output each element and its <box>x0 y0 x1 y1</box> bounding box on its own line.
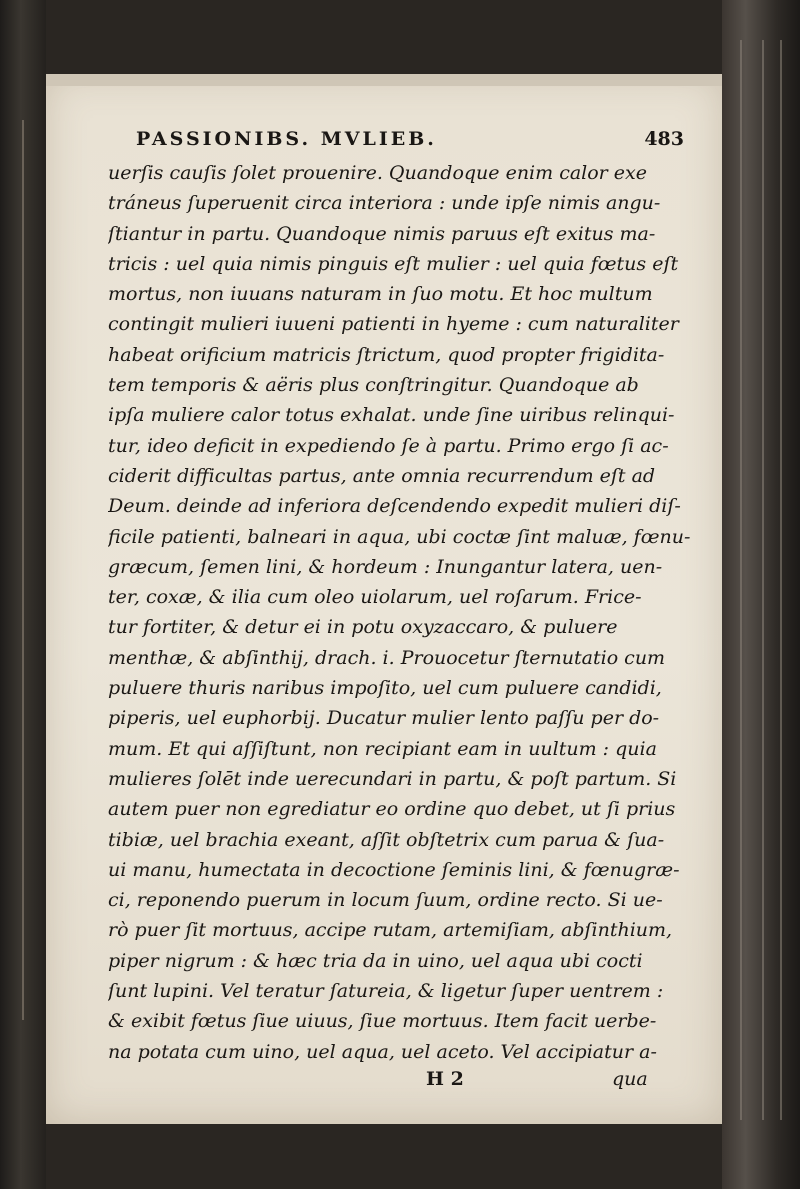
text-line: tráneus ſuperuenit circa interiora : unde ipſe nimis angu- <box>108 192 661 215</box>
signature-mark: H 2 <box>426 1068 464 1090</box>
text-line: ficile patienti, balneari in aqua, ubi coctæ ſint maluæ, fœnu- <box>108 525 691 548</box>
text-line: ciderit difficultas partus, ante omnia recurrendum eſt ad <box>108 464 656 487</box>
scanner-right-gutter <box>722 0 800 1189</box>
text-line: piper nigrum : & hæc tria da in uino, uel aqua ubi cocti <box>108 949 643 972</box>
catchword: qua <box>612 1068 648 1090</box>
running-head: PASSIONIBS. MVLIEB. <box>136 128 437 150</box>
page-header <box>136 128 696 158</box>
text-line: tem temporis & aëris plus conſtringitur. Quandoque ab <box>108 374 639 397</box>
text-line: mum. Et qui aſſiſtunt, non recipiant eam in uultum : quia <box>108 737 657 760</box>
text-line: tricis : uel quia nimis pinguis eſt mulier : uel quia fœtus eſt <box>108 252 679 275</box>
left-margin-rule <box>22 120 24 1020</box>
text-line: tibiæ, uel brachia exeant, aſſit obſtetrix cum parua & ſua- <box>108 828 665 851</box>
text-line: piperis, uel euphorbij. Ducatur mulier lento paſſu per do- <box>108 707 660 730</box>
text-line: puluere thuris naribus impoſito, uel cum puluere candidi, <box>108 677 662 700</box>
body-text <box>108 158 700 1067</box>
text-line: na potata cum uino, uel aqua, uel aceto. Vel accipiatur a- <box>108 1040 657 1063</box>
text-line: menthæ, & abſinthij, drach. i. Prouocetur ſternutatio cum <box>108 646 666 669</box>
page-footer <box>108 1068 700 1098</box>
book-page <box>46 74 722 1124</box>
gutter-stripe <box>780 40 782 1120</box>
text-line: ui manu, humectata in decoctione ſeminis lini, & fœnugræ- <box>108 858 680 881</box>
text-line: autem puer non egrediatur eo ordine quo debet, ut ſi prius <box>108 798 676 821</box>
text-line: mortus, non iuuans naturam in ſuo motu. Et hoc multum <box>108 283 653 306</box>
text-line: & exibit fœtus ſiue uiuus, ſiue mortuus. Item facit uerbe- <box>108 1010 657 1033</box>
text-line: rò puer ſit mortuus, accipe rutam, artemiſiam, abſinthium, <box>108 919 673 942</box>
gutter-stripe <box>762 40 764 1120</box>
text-line: ci, reponendo puerum in locum ſuum, ordine recto. Si ue- <box>108 889 663 912</box>
scanner-left-margin <box>0 0 46 1189</box>
text-line: uerſis cauſis ſolet prouenire. Quandoque enim calor exe <box>108 162 648 184</box>
text-line: Deum. deinde ad inferiora deſcendendo expedit mulieri diſ- <box>108 495 681 518</box>
text-line: ipſa muliere calor totus exhalat. unde ſine uiribus relinqui- <box>108 404 675 427</box>
text-line: habeat orificium matricis ſtrictum, quod propter frigidita- <box>108 343 665 366</box>
page-number: 483 <box>644 128 684 150</box>
text-line: contingit mulieri iuueni patienti in hyeme : cum naturaliter <box>108 313 679 336</box>
text-line: mulieres ſolēt inde uerecundari in partu, & poſt partum. Si <box>108 767 677 790</box>
text-line: ſtiantur in partu. Quandoque nimis paruus eſt exitus ma- <box>108 222 656 245</box>
text-line: ſunt lupini. Vel teratur ſatureia, & ligetur ſuper uentrem : <box>108 980 664 1003</box>
text-line: tur fortiter, & detur ei in potu oxyzaccaro, & puluere <box>108 616 618 639</box>
gutter-stripe <box>740 40 742 1120</box>
text-line: tur, ideo deficit in expediendo ſe à partu. Primo ergo ſi ac- <box>108 434 669 457</box>
text-line: ter, coxæ, & ilia cum oleo uiolarum, uel roſarum. Frice- <box>108 586 642 609</box>
text-line: græcum, ſemen lini, & hordeum : Inungantur latera, uen- <box>108 555 663 578</box>
